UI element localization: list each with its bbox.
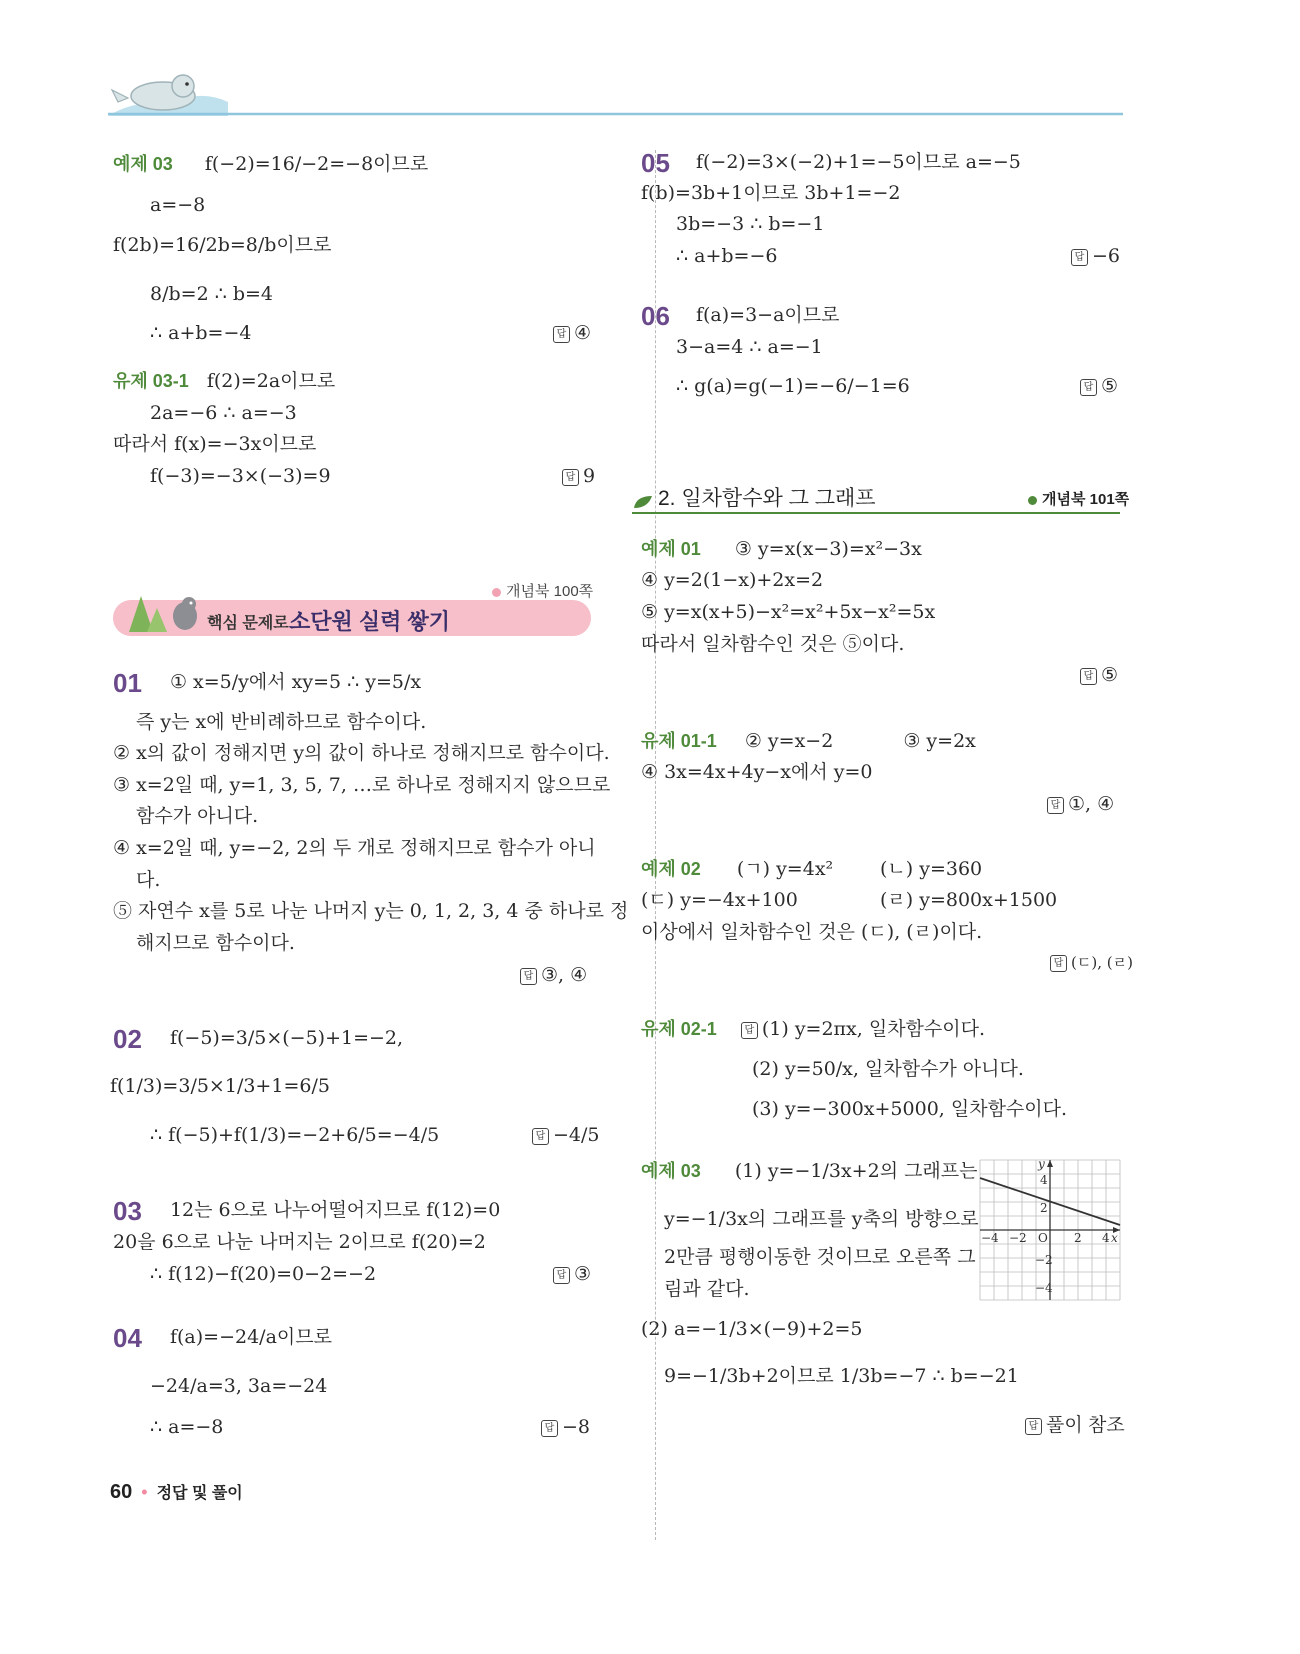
linear-graph	[980, 1157, 1122, 1302]
q02-line1	[113, 1026, 403, 1052]
y-axis-label: y	[1038, 1157, 1045, 1171]
ex02-answer: 답 (ㄷ), (ㄹ)	[1050, 955, 1133, 972]
q01-line7: 다.	[136, 869, 161, 891]
q04-number: 04	[113, 1323, 142, 1353]
yu021-line2: (2) y=50/x, 일차함수가 아니다.	[752, 1058, 1024, 1080]
answer-badge-icon: 답	[541, 1420, 558, 1437]
section-title: 소단원 실력 쌓기	[289, 609, 450, 634]
yu021-label: 유제 02-1	[641, 1019, 717, 1039]
ex02-text1b: (ㄴ) y=360	[880, 858, 983, 880]
answer-badge-icon: 답	[1050, 955, 1067, 972]
q01-line8: ⑤ 자연수 x를 5로 나눈 나머지 y는 0, 1, 2, 3, 4 중 하나로 정	[113, 900, 629, 922]
q03-line1	[113, 1198, 500, 1224]
ex03-line4: 8/b=2 ∴ b=4	[150, 283, 273, 305]
ex01-line4: 따라서 일차함수인 것은 ⑤이다.	[641, 633, 905, 655]
origin-label: O	[1038, 1231, 1048, 1245]
q01-answer: 답 ③, ④	[520, 966, 587, 985]
ex03r-answer: 답 풀이 참조	[1025, 1416, 1125, 1435]
yu021-line1	[641, 1020, 985, 1039]
answer-badge-icon: 답	[520, 968, 537, 985]
answer-badge-icon: 답	[532, 1128, 549, 1145]
q02-line2: f(1/3)=3/5×1/3+1=6/5	[110, 1075, 330, 1097]
ex02-label: 예제 02	[641, 859, 701, 879]
tick-ym2: −2	[1035, 1253, 1053, 1267]
answer-badge-icon: 답	[1047, 797, 1064, 814]
yu031-line1	[113, 372, 335, 391]
q06-line2: 3−a=4 ∴ a=−1	[676, 336, 823, 358]
page-number: 60	[110, 1481, 133, 1503]
ex01-line1	[641, 540, 922, 559]
yu011-answer: 답 ①, ④	[1047, 795, 1114, 814]
tick-x2: 2	[1074, 1231, 1082, 1245]
section2-header	[632, 480, 1130, 514]
y-arrow-icon	[1047, 1160, 1053, 1167]
leaf-icon	[632, 494, 654, 510]
section-prefix: 핵심 문제로	[207, 615, 289, 632]
ex03-answer: 답 ④	[553, 324, 591, 343]
ex03r-line2: y=−1/3x의 그래프를 y축의 방향으로	[664, 1208, 979, 1230]
answer-badge-icon: 답	[1071, 249, 1088, 266]
section-banner	[113, 600, 591, 636]
yu011-line2: ④ 3x=4x+4y−x에서 y=0	[641, 761, 873, 783]
q06-answer: 답 ⑤	[1080, 377, 1118, 396]
ex03r-line6: 9=−1/3b+2이므로 1/3b=−7 ∴ b=−21	[664, 1365, 1019, 1387]
ex03-line1	[113, 155, 428, 174]
q06-text1: f(a)=3−a이므로	[695, 304, 840, 326]
ex01-line3: ⑤ y=x(x+5)−x²=x²+5x−x²=5x	[641, 601, 936, 623]
ex01-label: 예제 01	[641, 539, 701, 559]
answer-badge-icon: 답	[562, 469, 579, 486]
q04-line3: ∴ a=−8	[150, 1416, 224, 1438]
yu021-text1: (1) y=2πx, 일차함수이다.	[761, 1018, 986, 1040]
q01-line5: 함수가 아니다.	[136, 805, 259, 827]
q05-line2: f(b)=3b+1이므로 3b+1=−2	[641, 182, 901, 204]
q04-answer: 답 −8	[541, 1418, 590, 1437]
tick-y2: 2	[1040, 1201, 1048, 1215]
q03-text1: 12는 6으로 나누어떨어지므로 f(12)=0	[169, 1199, 501, 1221]
ex03r-line5: (2) a=−1/3×(−9)+2=5	[641, 1318, 863, 1340]
q05-answer: 답 −6	[1071, 247, 1120, 266]
yu031-line4: f(−3)=−3×(−3)=9	[150, 465, 331, 487]
q05-text1: f(−2)=3×(−2)+1=−5이므로 a=−5	[695, 151, 1021, 173]
ex03r-line1	[641, 1162, 978, 1181]
ex01-text1: ③ y=x(x−3)=x²−3x	[734, 538, 922, 560]
bullet-icon: •	[141, 1482, 148, 1502]
answer-badge-icon: 답	[553, 1267, 570, 1284]
ex02-text2a: (ㄷ) y=−4x+100	[641, 889, 798, 911]
q02-number: 02	[113, 1024, 142, 1054]
tick-xm4: −4	[981, 1231, 999, 1245]
ex02-line3: 이상에서 일차함수인 것은 (ㄷ), (ㄹ)이다.	[641, 921, 983, 943]
ex03-line3: f(2b)=16/2b=8/b이므로	[113, 234, 332, 256]
ex02-text1a: (ㄱ) y=4x²	[736, 858, 834, 880]
yu011-text1a: ② y=x−2	[744, 730, 834, 752]
q04-line1	[113, 1325, 332, 1351]
tick-x4: 4	[1102, 1231, 1110, 1245]
q01-number: 01	[113, 668, 142, 698]
header-decoration	[108, 68, 1123, 120]
q05-number: 05	[641, 148, 670, 178]
ex03r-label: 예제 03	[641, 1161, 701, 1181]
answer-badge-icon: 답	[1080, 668, 1097, 685]
q06-line1	[641, 303, 839, 329]
ex03r-line4: 림과 같다.	[664, 1278, 750, 1300]
section2-title: 2. 일차함수와 그 그래프	[658, 487, 876, 510]
ex03-text1: f(−2)=16/−2=−8이므로	[204, 153, 429, 175]
answer-badge-icon: 답	[553, 326, 570, 343]
q03-number: 03	[113, 1196, 142, 1226]
yu011-text1b: ③ y=2x	[903, 730, 976, 752]
ex01-answer: 답 ⑤	[1080, 666, 1118, 685]
ex03-line2: a=−8	[150, 194, 206, 216]
q04-line2: −24/a=3, 3a=−24	[150, 1375, 328, 1397]
q04-text1: f(a)=−24/a이므로	[169, 1326, 332, 1348]
ex02-text2b: (ㄹ) y=800x+1500	[880, 889, 1058, 911]
yu031-line3: 따라서 f(x)=−3x이므로	[113, 433, 317, 455]
q03-line2: 20을 6으로 나눈 나머지는 2이므로 f(20)=2	[113, 1231, 486, 1253]
q02-text1: f(−5)=3/5×(−5)+1=−2,	[169, 1027, 404, 1049]
ex03r-text1: (1) y=−1/3x+2의 그래프는	[734, 1160, 978, 1182]
section-ref: 개념북 100쪽	[492, 580, 593, 601]
q03-line3: ∴ f(12)−f(20)=0−2=−2	[150, 1263, 377, 1285]
tick-xm2: −2	[1009, 1231, 1027, 1245]
yu031-text1: f(2)=2a이므로	[206, 370, 336, 392]
q01-line3: ② x의 값이 정해지면 y의 값이 하나로 정해지므로 함수이다.	[113, 742, 610, 764]
x-axis-label: x	[1111, 1231, 1118, 1245]
ex03-line5: ∴ a+b=−4	[150, 322, 252, 344]
q06-number: 06	[641, 301, 670, 331]
q01-line2: 즉 y는 x에 반비례하므로 함수이다.	[136, 711, 427, 733]
yu011-line1	[641, 732, 976, 751]
ex03r-line3: 2만큼 평행이동한 것이므로 오른쪽 그	[664, 1246, 976, 1268]
yu031-line2: 2a=−6 ∴ a=−3	[150, 402, 297, 424]
yu031-label: 유제 03-1	[113, 371, 189, 391]
q01-line4: ③ x=2일 때, y=1, 3, 5, 7, …로 하나로 정해지지 않으므로	[113, 774, 611, 796]
answer-badge-icon: 답	[1025, 1418, 1042, 1435]
yu031-answer: 답 9	[562, 467, 595, 486]
footer	[110, 1480, 243, 1504]
ex01-line2: ④ y=2(1−x)+2x=2	[641, 569, 824, 591]
q02-answer: 답 −4/5	[532, 1126, 600, 1145]
answer-badge-icon: 답	[1080, 379, 1097, 396]
q05-line4: ∴ a+b=−6	[676, 245, 778, 267]
section2-ref: 개념북 101쪽	[1028, 488, 1129, 509]
q01-line1	[113, 670, 421, 696]
ex03-label: 예제 03	[113, 154, 173, 174]
q05-line3: 3b=−3 ∴ b=−1	[676, 213, 825, 235]
tree-bird-icon	[117, 586, 207, 636]
yu021-line3: (3) y=−300x+5000, 일차함수이다.	[752, 1098, 1068, 1120]
seal-icon	[108, 68, 1123, 120]
answer-badge-icon: 답	[741, 1022, 758, 1039]
q01-text1: ① x=5/y에서 xy=5 ∴ y=5/x	[169, 671, 422, 693]
q02-line3: ∴ f(−5)+f(1/3)=−2+6/5=−4/5	[150, 1124, 440, 1146]
tick-ym4: −4	[1035, 1281, 1053, 1295]
q01-line6: ④ x=2일 때, y=−2, 2의 두 개로 정해지므로 함수가 아니	[113, 837, 596, 859]
q05-line1	[641, 150, 1021, 176]
footer-title: 정답 및 풀이	[156, 1485, 243, 1502]
ex02-line1	[641, 860, 833, 879]
q01-line9: 해지므로 함수이다.	[136, 932, 295, 954]
yu011-label: 유제 01-1	[641, 731, 717, 751]
q06-line3: ∴ g(a)=g(−1)=−6/−1=6	[676, 375, 910, 397]
q03-answer: 답 ③	[553, 1265, 591, 1284]
tick-y4: 4	[1040, 1173, 1048, 1187]
